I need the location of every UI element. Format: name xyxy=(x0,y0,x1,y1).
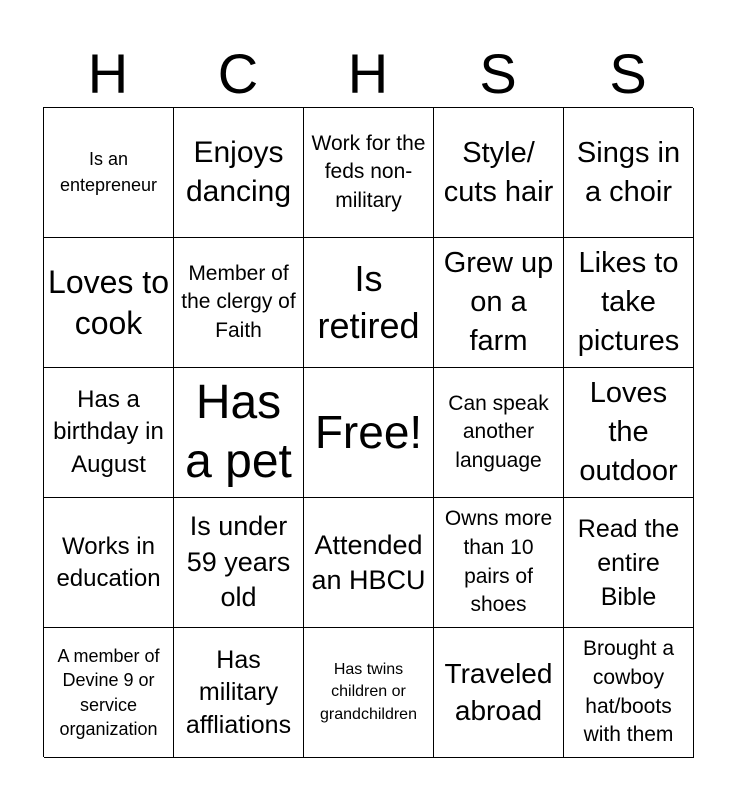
bingo-cell[interactable] xyxy=(564,368,694,498)
bingo-cell[interactable] xyxy=(174,498,304,628)
header-letter-4: S xyxy=(479,42,517,105)
bingo-cell[interactable] xyxy=(44,108,174,238)
bingo-cell-text: Can speak another language xyxy=(448,391,549,472)
bingo-cell-text: Loves the outdoor xyxy=(579,377,678,487)
bingo-cell[interactable] xyxy=(304,628,434,758)
bingo-cell-text: Traveled abroad xyxy=(444,658,553,726)
bingo-cell-text: A member of Devine 9 or service organization xyxy=(57,645,160,739)
bingo-header xyxy=(43,40,693,108)
bingo-cell[interactable] xyxy=(564,498,694,628)
bingo-cell[interactable] xyxy=(44,238,174,368)
header-letter-1: H xyxy=(87,42,129,105)
bingo-cell-text: Enjoys dancing xyxy=(185,136,292,208)
bingo-cell-text: Loves to cook xyxy=(48,263,169,341)
bingo-cell-text: Grew up on a farm xyxy=(443,247,554,357)
bingo-cell[interactable] xyxy=(304,108,434,238)
bingo-cell-text: Has a pet xyxy=(185,375,292,488)
bingo-cell[interactable] xyxy=(44,498,174,628)
bingo-cell[interactable] xyxy=(434,498,564,628)
bingo-cell-text: Owns more than 10 pairs of shoes xyxy=(444,507,553,617)
bingo-cell-text: Is under 59 years old xyxy=(186,510,291,613)
bingo-cell-text: Works in education xyxy=(56,532,161,592)
bingo-cell-text: Free! xyxy=(314,405,423,458)
header-letter-3: H xyxy=(347,42,389,105)
bingo-cell[interactable] xyxy=(44,628,174,758)
bingo-cell-text: Member of the clergy of Faith xyxy=(181,261,296,342)
bingo-cell-text: Has military affliations xyxy=(185,645,292,739)
bingo-cell[interactable] xyxy=(564,108,694,238)
bingo-cell-text: Style/ cuts hair xyxy=(443,136,554,208)
bingo-cell-text: Attended an HBCU xyxy=(311,530,426,595)
bingo-cell[interactable] xyxy=(434,628,564,758)
bingo-cell-text: Brought a cowboy hat/boots with them xyxy=(582,637,675,747)
bingo-cell[interactable] xyxy=(564,628,694,758)
bingo-cell-text: Has twins children or grandchildren xyxy=(320,660,417,723)
bingo-cell-text: Sings in a choir xyxy=(576,136,681,208)
free-space-cell[interactable] xyxy=(304,368,434,498)
header-letter-2: C xyxy=(217,42,259,105)
bingo-cell[interactable] xyxy=(174,108,304,238)
bingo-cell[interactable] xyxy=(304,238,434,368)
bingo-cell[interactable] xyxy=(44,368,174,498)
bingo-cell[interactable] xyxy=(304,498,434,628)
bingo-cell[interactable] xyxy=(434,368,564,498)
bingo-cell-text: Has a birthday in August xyxy=(53,385,164,478)
bingo-cell-text: Is an entepreneur xyxy=(59,149,158,195)
header-letter-5: S xyxy=(609,42,647,105)
bingo-cell[interactable] xyxy=(434,108,564,238)
bingo-cell-text: Likes to take pictures xyxy=(577,247,680,357)
bingo-grid xyxy=(43,107,693,757)
bingo-cell[interactable] xyxy=(434,238,564,368)
bingo-cell-text: Read the entire Bible xyxy=(577,514,680,611)
bingo-cell-text: Work for the feds non-military xyxy=(311,131,426,212)
bingo-cell[interactable] xyxy=(174,368,304,498)
bingo-cell[interactable] xyxy=(564,238,694,368)
bingo-cell[interactable] xyxy=(174,628,304,758)
bingo-cell-text: Is retired xyxy=(317,257,420,346)
bingo-cell[interactable] xyxy=(174,238,304,368)
